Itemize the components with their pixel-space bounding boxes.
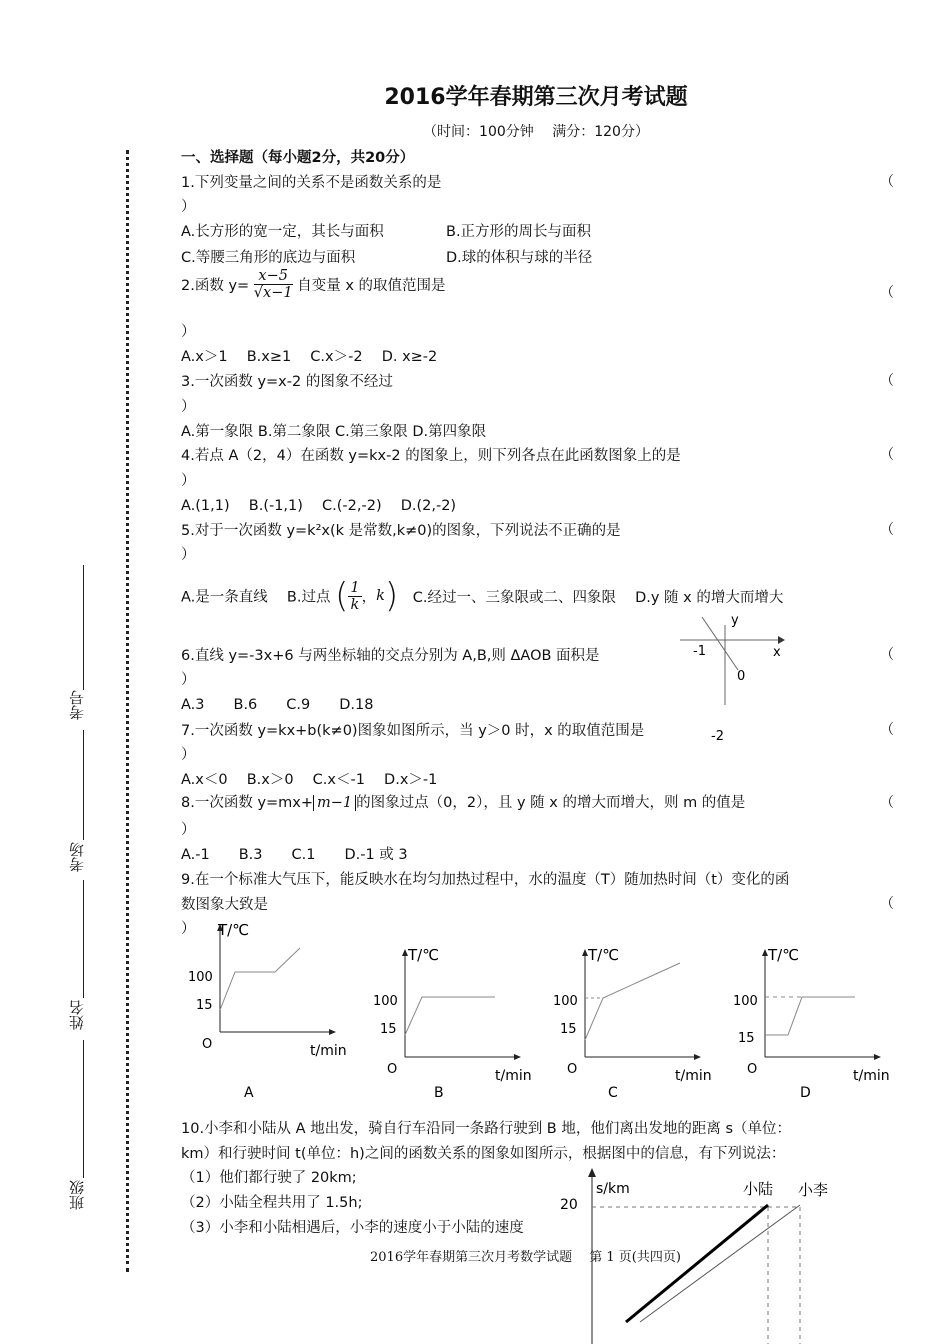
- q2-denominator: x−1: [263, 285, 293, 301]
- q2-stem-pre: 2.函数 y=: [181, 278, 250, 294]
- q6-options: A.3 B.6 C.9 D.18: [181, 697, 374, 713]
- q1-paren-open: （: [880, 174, 894, 190]
- q9-paren-close: ）: [181, 921, 196, 937]
- q2-paren-close: ）: [181, 324, 196, 340]
- graph-b-T-label: T/℃: [408, 946, 440, 964]
- field-kaochang: [83, 730, 84, 840]
- q5-stem: 5.对于一次函数 y=k²x(k 是常数,k≠0)的图象，下列说法不正确的是: [181, 523, 621, 539]
- graph-d-curve: [765, 997, 855, 1035]
- q5-point-numerator: 1: [350, 579, 360, 596]
- q7-neg2-label: -2: [711, 729, 724, 744]
- q9-line1: 9.在一个标准大气压下，能反映水在均匀加热过程中，水的温度（T）随加热时间（t）变化的函: [181, 872, 790, 888]
- q8-abs-expression: m−1: [313, 795, 356, 811]
- graph-b-t-label: t/min: [495, 1068, 532, 1084]
- section-heading: 一、选择题（每小题2分，共20分）: [181, 150, 415, 166]
- q10-statement-2: （2）小陆全程共用了 1.5h;: [181, 1195, 363, 1211]
- q6-stem: 6.直线 y=-3x+6 与两坐标轴的交点分别为 A,B,则 ΔAOB 面积是: [181, 648, 600, 664]
- graph-c-15: 15: [560, 1022, 577, 1037]
- graph-c-origin: O: [567, 1062, 578, 1077]
- graph-a-100: 100: [188, 970, 213, 985]
- q2-paren-open: （: [880, 285, 894, 301]
- q8-paren-open: （: [880, 795, 894, 811]
- graph-a-t-label: t/min: [310, 1043, 347, 1059]
- graph-d-origin: O: [747, 1062, 758, 1077]
- label-xingming: 姓名: [68, 1000, 86, 1030]
- graph-d-t-label: t/min: [853, 1068, 890, 1084]
- q8-stem-pre: 8.一次函数 y=mx+: [181, 795, 314, 811]
- graph-c-100: 100: [553, 994, 578, 1009]
- q7-stem: 7.一次函数 y=kx+b(k≠0)图象如图所示，当 y＞0 时，x 的取值范围是: [181, 723, 645, 739]
- graph-a: [188, 921, 347, 1101]
- q4-paren-open: （: [880, 447, 894, 463]
- q5-paren-close: ）: [181, 547, 196, 563]
- field-kaohao: [83, 565, 84, 690]
- label-kaochang: 考场: [68, 842, 86, 872]
- q1-option-b: B.正方形的周长与面积: [446, 224, 592, 240]
- q2-numerator: x−5: [254, 268, 293, 285]
- q2-fraction: $\frac{x-5}{√x-1}$: [253, 268, 293, 301]
- graph-a-origin: O: [202, 1037, 213, 1052]
- page-footer: 2016学年春期第三次月考数学试题 第 1 页(共四页): [370, 1250, 681, 1265]
- graph-d-100: 100: [733, 994, 758, 1009]
- q7-x-label: x: [773, 645, 781, 660]
- q4-stem: 4.若点 A（2，4）在函数 y=kx-2 的图象上，则下列各点在此函数图象上的是: [181, 448, 681, 464]
- q1-option-d: D.球的体积与球的半径: [446, 250, 593, 266]
- graph-b: [373, 946, 532, 1101]
- q6-paren-close: ）: [181, 672, 196, 688]
- binding-line: [126, 150, 129, 1272]
- graph-a-label: A: [244, 1085, 254, 1101]
- q3-paren-close: ）: [181, 399, 196, 415]
- q5-point-k: k: [376, 588, 385, 604]
- q5-option-a-b: A.是一条直线 B.过点: [181, 589, 331, 606]
- q7-paren-open: （: [880, 722, 894, 738]
- q9-graphs: [180, 915, 900, 1105]
- graph-a-15: 15: [196, 998, 213, 1013]
- q6-paren-open: （: [880, 647, 894, 663]
- q7-x-arrow: [778, 636, 785, 644]
- q5-point-denominator: k: [350, 596, 360, 613]
- graph-b-100: 100: [373, 994, 398, 1009]
- q10-s-arrow: [588, 1168, 596, 1177]
- graph-a-T-label: T/℃: [218, 921, 250, 939]
- page-subtitle: （时间：100分钟 满分：120分）: [423, 124, 649, 140]
- q1-option-c: C.等腰三角形的底边与面积: [181, 250, 356, 266]
- q5-paren-open: （: [880, 522, 894, 538]
- graph-c-curve: [585, 963, 680, 1040]
- graph-d-T-label: T/℃: [768, 946, 800, 964]
- q7-options: A.x＜0 B.x＞0 C.x＜-1 D.x＞-1: [181, 772, 438, 788]
- q9-paren-open: （: [880, 896, 894, 912]
- graph-b-curve: [405, 997, 495, 1035]
- graph-b-15: 15: [380, 1022, 397, 1037]
- q10-statement-3: （3）小李和小陆相遇后，小李的速度小于小陆的速度: [181, 1220, 524, 1236]
- q4-paren-close: ）: [181, 473, 196, 489]
- q8-options: A.-1 B.3 C.1 D.-1 或 3: [181, 847, 408, 863]
- q10-line2: km）和行驶时间 t(单位：h)之间的函数关系的图象如图所示，根据图中的信息，有下列说法：: [181, 1146, 786, 1162]
- q10-lu-label: 小陆: [743, 1180, 774, 1198]
- graph-c-t-label: t/min: [675, 1068, 712, 1084]
- q10-li-label: 小李: [798, 1181, 829, 1199]
- q7-neg1-label: -1: [693, 644, 706, 659]
- q7-zero-label: 0: [737, 669, 746, 684]
- graph-d-label: D: [800, 1085, 811, 1101]
- graph-c-label: C: [608, 1085, 618, 1101]
- graph-b-origin: O: [387, 1062, 398, 1077]
- q10-line1: 10.小李和小陆从 A 地出发，骑自行车沿同一条路行驶到 B 地，他们离出发地的距离 s（单位：: [181, 1121, 792, 1137]
- q7-y-label: y: [731, 613, 739, 628]
- q3-options: A.第一象限 B.第二象限 C.第三象限 D.第四象限: [181, 424, 487, 440]
- q1-option-a: A.长方形的宽一定，其长与面积: [181, 224, 384, 240]
- q3-stem: 3.一次函数 y=x-2 的图象不经过: [181, 374, 393, 390]
- q5-option-c-d: C.经过一、三象限或二、四象限 D.y 随 x 的增大而增大: [412, 589, 784, 606]
- q2-options: A.x＞1 B.x≥1 C.x＞-2 D. x≥-2: [181, 349, 438, 365]
- q1-stem: 1.下列变量之间的关系不是函数关系的是: [181, 175, 442, 191]
- q9-line2: 数图象大致是: [181, 897, 268, 913]
- q4-options: A.(1,1) B.(-1,1) C.(-2,-2) D.(2,-2): [181, 498, 457, 514]
- q2-stem: [181, 268, 446, 301]
- field-xingming: [83, 880, 84, 998]
- q3-paren-open: （: [880, 373, 894, 389]
- graph-b-label: B: [434, 1085, 444, 1101]
- q10-s-label: s/km: [596, 1181, 630, 1197]
- label-kaohao: 考号: [68, 690, 86, 720]
- q8-stem-post: 的图象过点（0，2），且 y 随 x 的增大而增大，则 m 的值是: [356, 795, 746, 811]
- q8-paren-close: ）: [181, 822, 196, 838]
- q7-figure: [680, 605, 800, 755]
- field-banji: [83, 1040, 84, 1178]
- q7-paren-close: ）: [181, 747, 196, 763]
- q10-20-label: 20: [560, 1197, 578, 1213]
- graph-d: [733, 946, 890, 1101]
- graph-c-T-label: T/℃: [588, 946, 620, 964]
- q10-statement-1: （1）他们都行驶了 20km;: [181, 1170, 357, 1186]
- graph-a-curve: [220, 948, 300, 1010]
- q5-point-fraction: [348, 580, 361, 613]
- q2-stem-post: 自变量 x 的取值范围是: [297, 278, 446, 294]
- label-banji: 班级: [68, 1180, 86, 1210]
- graph-c: [553, 946, 712, 1101]
- q5-options: A.是一条直线 B.过点 ( $\frac{1}{k}$ ，k) C.经过一、三象限或二、四象限 D.y 随 x 的增大而增大: [181, 576, 784, 616]
- graph-d-15: 15: [738, 1031, 755, 1046]
- q8-stem: [181, 791, 745, 812]
- q1-paren-close: ）: [181, 199, 196, 215]
- page-title: 2016学年春期第三次月考试题: [384, 85, 688, 110]
